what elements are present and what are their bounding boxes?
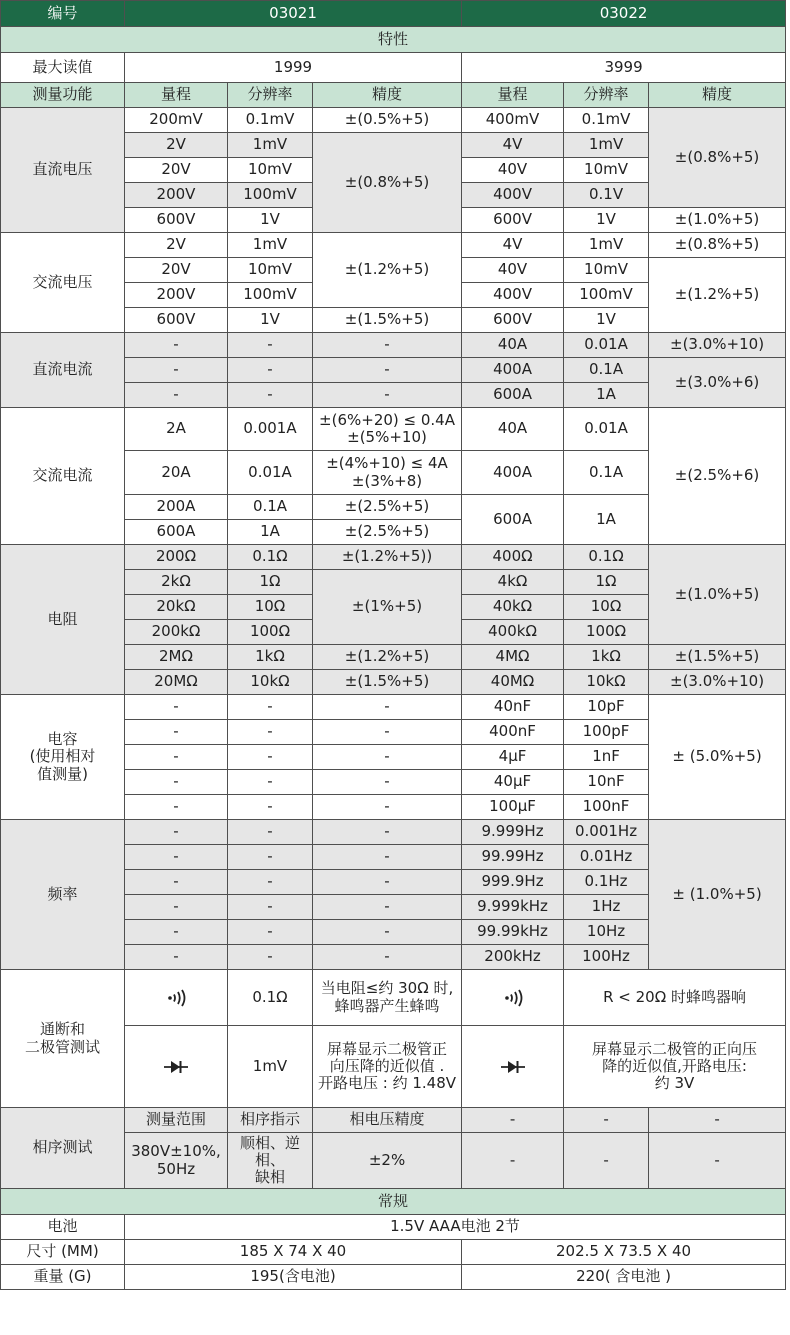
range-cell: 40nF [462,695,564,720]
text-line: 当电阻≤约 30Ω 时, [320,979,454,998]
label-line: 电容 [47,730,78,749]
dash-cell: - [564,1108,649,1133]
dash-cell: - [564,1133,649,1189]
resolution-cell: 10nF [564,770,649,795]
dash-cell: - [125,795,228,820]
range-cell: 100μF [462,795,564,820]
accuracy-cell [313,408,462,451]
accuracy-cell: ±(1%+5) [313,570,462,645]
range-cell: 200mV [125,108,228,133]
resolution-cell: 0.001A [228,408,313,451]
range-cell: 4MΩ [462,645,564,670]
range-cell: 40μF [462,770,564,795]
resolution-cell: 10mV [564,258,649,283]
resolution-cell: 0.1mV [564,108,649,133]
phase-head-accuracy: 相电压精度 [313,1108,462,1133]
accuracy-cell: ±(3.0%+10) [649,333,786,358]
section-general: 常规 [1,1189,786,1215]
accuracy-line: ±(3%+8) [351,471,423,490]
resolution-cell: 0.1mV [228,108,313,133]
cont-label [1,970,125,1108]
resolution-cell: 100Ω [564,620,649,645]
dash-cell: - [313,895,462,920]
dash-cell: - [228,358,313,383]
accuracy-cell: ±(0.8%+5) [313,133,462,233]
dash-cell: - [649,1108,786,1133]
range-cell: 2kΩ [125,570,228,595]
accuracy-cell: ±(0.5%+5) [313,108,462,133]
phase-head-indication: 相序指示 [228,1108,313,1133]
size-a: 185 X 74 X 40 [125,1240,462,1265]
dash-cell: - [125,720,228,745]
dash-cell: - [228,720,313,745]
accuracy-cell: ±(2.5%+5) [313,520,462,545]
dash-cell: - [125,383,228,408]
dash-cell: - [313,845,462,870]
range-cell: 400mV [462,108,564,133]
section-features: 特性 [1,27,786,53]
diode-icon [163,1057,189,1077]
cap-label [1,695,125,820]
dash-cell: - [228,795,313,820]
range-cell: 9.999kHz [462,895,564,920]
max-reading-b: 3999 [462,53,786,83]
dash-cell: - [125,358,228,383]
label-line: 值测量) [37,764,88,783]
accuracy-cell: ±(3.0%+10) [649,670,786,695]
weight-label: 重量 (G) [1,1265,125,1290]
weight-row [1,1265,786,1290]
text-line: 屏幕显示二极管正 [327,1039,448,1058]
text-line: 屏幕显示二极管的正向压 [592,1039,758,1058]
resolution-cell: 100mV [228,283,313,308]
dash-cell: - [125,333,228,358]
resolution-cell: 0.01A [228,451,313,495]
range-cell: 200kΩ [125,620,228,645]
dash-cell: - [649,1133,786,1189]
range-cell: 99.99Hz [462,845,564,870]
dca-label: 直流电流 [1,333,125,408]
dash-cell: - [125,920,228,945]
resolution-cell: 1A [228,520,313,545]
range-cell: 20V [125,258,228,283]
dash-cell: - [313,358,462,383]
range-cell: 600V [462,308,564,333]
range-cell: 200V [125,183,228,208]
range-cell: 40kΩ [462,595,564,620]
subheader-range-b: 量程 [462,83,564,108]
buzzer-cell-a [125,970,228,1026]
dash-cell: - [228,745,313,770]
subheader-resolution-a: 分辨率 [228,83,313,108]
resolution-cell: 100mV [564,283,649,308]
diode-icon [500,1057,526,1077]
resolution-cell: 10pF [564,695,649,720]
resolution-cell: 0.1A [228,495,313,520]
diode-cell-b [462,1026,564,1108]
accuracy-line: ±(6%+20) ≤ 0.4A [319,410,455,429]
range-cell: 400A [462,358,564,383]
dash-cell: - [125,695,228,720]
range-cell: 40A [462,333,564,358]
phase-indication-value [228,1133,313,1189]
resolution-cell: 1V [564,208,649,233]
resolution-cell: 10mV [228,258,313,283]
accuracy-cell: ±(1.5%+5) [649,645,786,670]
accuracy-cell: ± (5.0%+5) [649,695,786,820]
table-row [1,970,786,1026]
subheader-accuracy-b: 精度 [649,83,786,108]
accuracy-line: ±(4%+10) ≤ 4A [326,454,448,473]
range-cell: 400nF [462,720,564,745]
weight-b: 220( 含电池 ) [462,1265,786,1290]
dash-cell: - [125,745,228,770]
resolution-cell: 1V [564,308,649,333]
subheader-function: 测量功能 [1,83,125,108]
accuracy-cell: ±(1.5%+5) [313,308,462,333]
label-line: 二极管测试 [24,1037,100,1056]
resolution-cell: 0.01Hz [564,845,649,870]
battery-row [1,1215,786,1240]
header-row [1,1,786,27]
subheader-accuracy-a: 精度 [313,83,462,108]
table-row [1,233,786,258]
resolution-cell: 100Hz [564,945,649,970]
size-row [1,1240,786,1265]
range-cell: 2A [125,408,228,451]
table-row [1,408,786,451]
dash-cell: - [313,383,462,408]
dash-cell: - [462,1108,564,1133]
range-cell: 40A [462,408,564,451]
resolution-cell: 1V [228,308,313,333]
dash-cell: - [125,845,228,870]
dash-cell: - [125,870,228,895]
weight-a: 195(含电池) [125,1265,462,1290]
range-cell: 20kΩ [125,595,228,620]
dash-cell: - [125,770,228,795]
range-cell: 40MΩ [462,670,564,695]
dash-cell: - [313,795,462,820]
table-row [1,820,786,845]
range-cell: 2MΩ [125,645,228,670]
range-cell: 600A [462,383,564,408]
text-line: 50Hz [156,1159,196,1178]
dash-cell: - [313,745,462,770]
dash-cell: - [313,945,462,970]
max-reading-label: 最大读值 [1,53,125,83]
accuracy-cell: ±(1.2%+5) [313,233,462,308]
battery-label: 电池 [1,1215,125,1240]
table-row [1,545,786,570]
header-label: 编号 [1,1,125,27]
max-reading-a: 1999 [125,53,462,83]
range-cell: 200Ω [125,545,228,570]
range-cell: 4V [462,233,564,258]
resolution-cell: 0.1Ω [228,545,313,570]
accuracy-line: ±(5%+10) [347,428,427,446]
subheader-range-a: 量程 [125,83,228,108]
range-cell: 400A [462,451,564,495]
diode-cell-a [125,1026,228,1108]
range-cell: 200kHz [462,945,564,970]
resolution-cell: 100pF [564,720,649,745]
dash-cell: - [313,770,462,795]
range-cell: 9.999Hz [462,820,564,845]
range-cell: 600A [125,520,228,545]
resolution-cell: 1kΩ [228,645,313,670]
resolution-cell: 10mV [564,158,649,183]
range-cell: 400Ω [462,545,564,570]
range-cell: 4μF [462,745,564,770]
resolution-cell: 1mV [564,233,649,258]
dash-cell: - [313,920,462,945]
resolution-cell: 0.001Hz [564,820,649,845]
accuracy-cell: ±(1.0%+5) [649,208,786,233]
range-cell: 400V [462,283,564,308]
resolution-cell: 0.01A [564,408,649,451]
range-cell: 2V [125,133,228,158]
range-cell: 99.99kHz [462,920,564,945]
range-cell: 4V [462,133,564,158]
label-line: (使用相对 [29,747,96,766]
accuracy-cell: ± (1.0%+5) [649,820,786,970]
text-line: 约 3V [654,1074,695,1093]
phase-accuracy-value: ±2% [313,1133,462,1189]
dash-cell: - [228,333,313,358]
dash-cell: - [228,770,313,795]
range-cell: 20A [125,451,228,495]
resolution-cell: 0.1Hz [564,870,649,895]
range-cell: 600V [125,308,228,333]
buzzer-cell-b [462,970,564,1026]
resolution-cell: 0.1A [564,358,649,383]
dash-cell: - [228,870,313,895]
table-row [1,695,786,720]
text-line: 向压降的近似值 . [329,1056,445,1075]
range-cell: 200V [125,283,228,308]
resolution-cell: 1Hz [564,895,649,920]
accuracy-cell: ±(2.5%+5) [313,495,462,520]
freq-label: 频率 [1,820,125,970]
dash-cell: - [125,820,228,845]
range-cell: 400V [462,183,564,208]
phase-range-value [125,1133,228,1189]
dash-cell: - [228,845,313,870]
phase-label: 相序测试 [1,1108,125,1189]
dash-cell: - [313,820,462,845]
resolution-cell: 1nF [564,745,649,770]
accuracy-cell: ±(3.0%+6) [649,358,786,408]
resolution-cell: 1mV [564,133,649,158]
range-cell: 999.9Hz [462,870,564,895]
dash-cell: - [228,895,313,920]
resolution-cell: 0.1V [564,183,649,208]
resolution-cell: 0.01A [564,333,649,358]
dash-cell: - [462,1133,564,1189]
text-line: 开路电压 : 约 1.48V [318,1074,457,1093]
dash-cell: - [313,720,462,745]
range-cell: 20V [125,158,228,183]
resolution-cell: 10kΩ [564,670,649,695]
resolution-cell: 1mV [228,233,313,258]
range-cell: 40V [462,258,564,283]
resolution-cell: 0.1Ω [564,545,649,570]
text-line: 降的近似值,开路电压: [602,1056,747,1075]
range-cell: 2V [125,233,228,258]
dash-cell: - [313,870,462,895]
buzzer-icon [500,988,526,1008]
size-b: 202.5 X 73.5 X 40 [462,1240,786,1265]
resolution-cell: 0.1Ω [228,970,313,1026]
dash-cell: - [313,333,462,358]
dcv-label: 直流电压 [1,108,125,233]
label-line: 通断和 [39,1020,85,1039]
range-cell: 200A [125,495,228,520]
resolution-cell: 100mV [228,183,313,208]
resolution-cell: 1mV [228,1026,313,1108]
dash-cell: - [228,920,313,945]
header-model-b: 03022 [462,1,786,27]
resolution-cell: 10Ω [564,595,649,620]
text-line: 380V±10%, [131,1142,221,1161]
accuracy-cell [313,1026,462,1108]
subheader-resolution-b: 分辨率 [564,83,649,108]
resolution-cell: 1A [564,383,649,408]
acv-label: 交流电压 [1,233,125,333]
table-row [1,1108,786,1133]
range-cell: 4kΩ [462,570,564,595]
accuracy-cell [313,970,462,1026]
table-row [1,333,786,358]
range-cell: 40V [462,158,564,183]
resolution-cell: 10Ω [228,595,313,620]
aca-label: 交流电流 [1,408,125,545]
phase-head-range: 测量范围 [125,1108,228,1133]
max-reading-row [1,53,786,83]
range-cell: 400kΩ [462,620,564,645]
dash-cell: - [228,820,313,845]
accuracy-cell: ±(1.0%+5) [649,545,786,645]
resolution-cell: 0.1A [564,451,649,495]
res-label: 电阻 [1,545,125,695]
range-cell: 600V [462,208,564,233]
header-model-a: 03021 [125,1,462,27]
battery-value: 1.5V AAA电池 2节 [125,1215,786,1240]
resolution-cell: 10Hz [564,920,649,945]
dash-cell: - [228,383,313,408]
dash-cell: - [125,895,228,920]
text-line: 缺相 [254,1168,285,1187]
accuracy-cell: ±(1.2%+5)) [313,545,462,570]
buzzer-description-b: R < 20Ω 时蜂鸣器响 [564,970,786,1026]
text-line: 蜂鸣器产生蜂鸣 [334,996,440,1015]
dash-cell: - [228,945,313,970]
resolution-cell: 10mV [228,158,313,183]
range-cell: 600V [125,208,228,233]
accuracy-cell: ±(0.8%+5) [649,233,786,258]
text-line: 顺相、逆相、 [239,1133,300,1169]
table-row [1,108,786,133]
resolution-cell: 100Ω [228,620,313,645]
accuracy-cell: ±(2.5%+6) [649,408,786,545]
resolution-cell: 1mV [228,133,313,158]
size-label: 尺寸 (MM) [1,1240,125,1265]
dash-cell: - [125,945,228,970]
accuracy-cell [313,451,462,495]
accuracy-cell: ±(1.2%+5) [313,645,462,670]
resolution-cell: 1V [228,208,313,233]
subheader-row [1,83,786,108]
dash-cell: - [313,695,462,720]
range-cell: 20MΩ [125,670,228,695]
resolution-cell: 10kΩ [228,670,313,695]
resolution-cell: 1Ω [228,570,313,595]
resolution-cell: 1A [564,495,649,545]
resolution-cell: 1kΩ [564,645,649,670]
resolution-cell: 1Ω [564,570,649,595]
resolution-cell: 100nF [564,795,649,820]
dash-cell: - [228,695,313,720]
range-cell: 600A [462,495,564,545]
diode-description-b [564,1026,786,1108]
buzzer-icon [163,988,189,1008]
accuracy-cell: ±(1.2%+5) [649,258,786,333]
accuracy-cell: ±(0.8%+5) [649,108,786,208]
accuracy-cell: ±(1.5%+5) [313,670,462,695]
